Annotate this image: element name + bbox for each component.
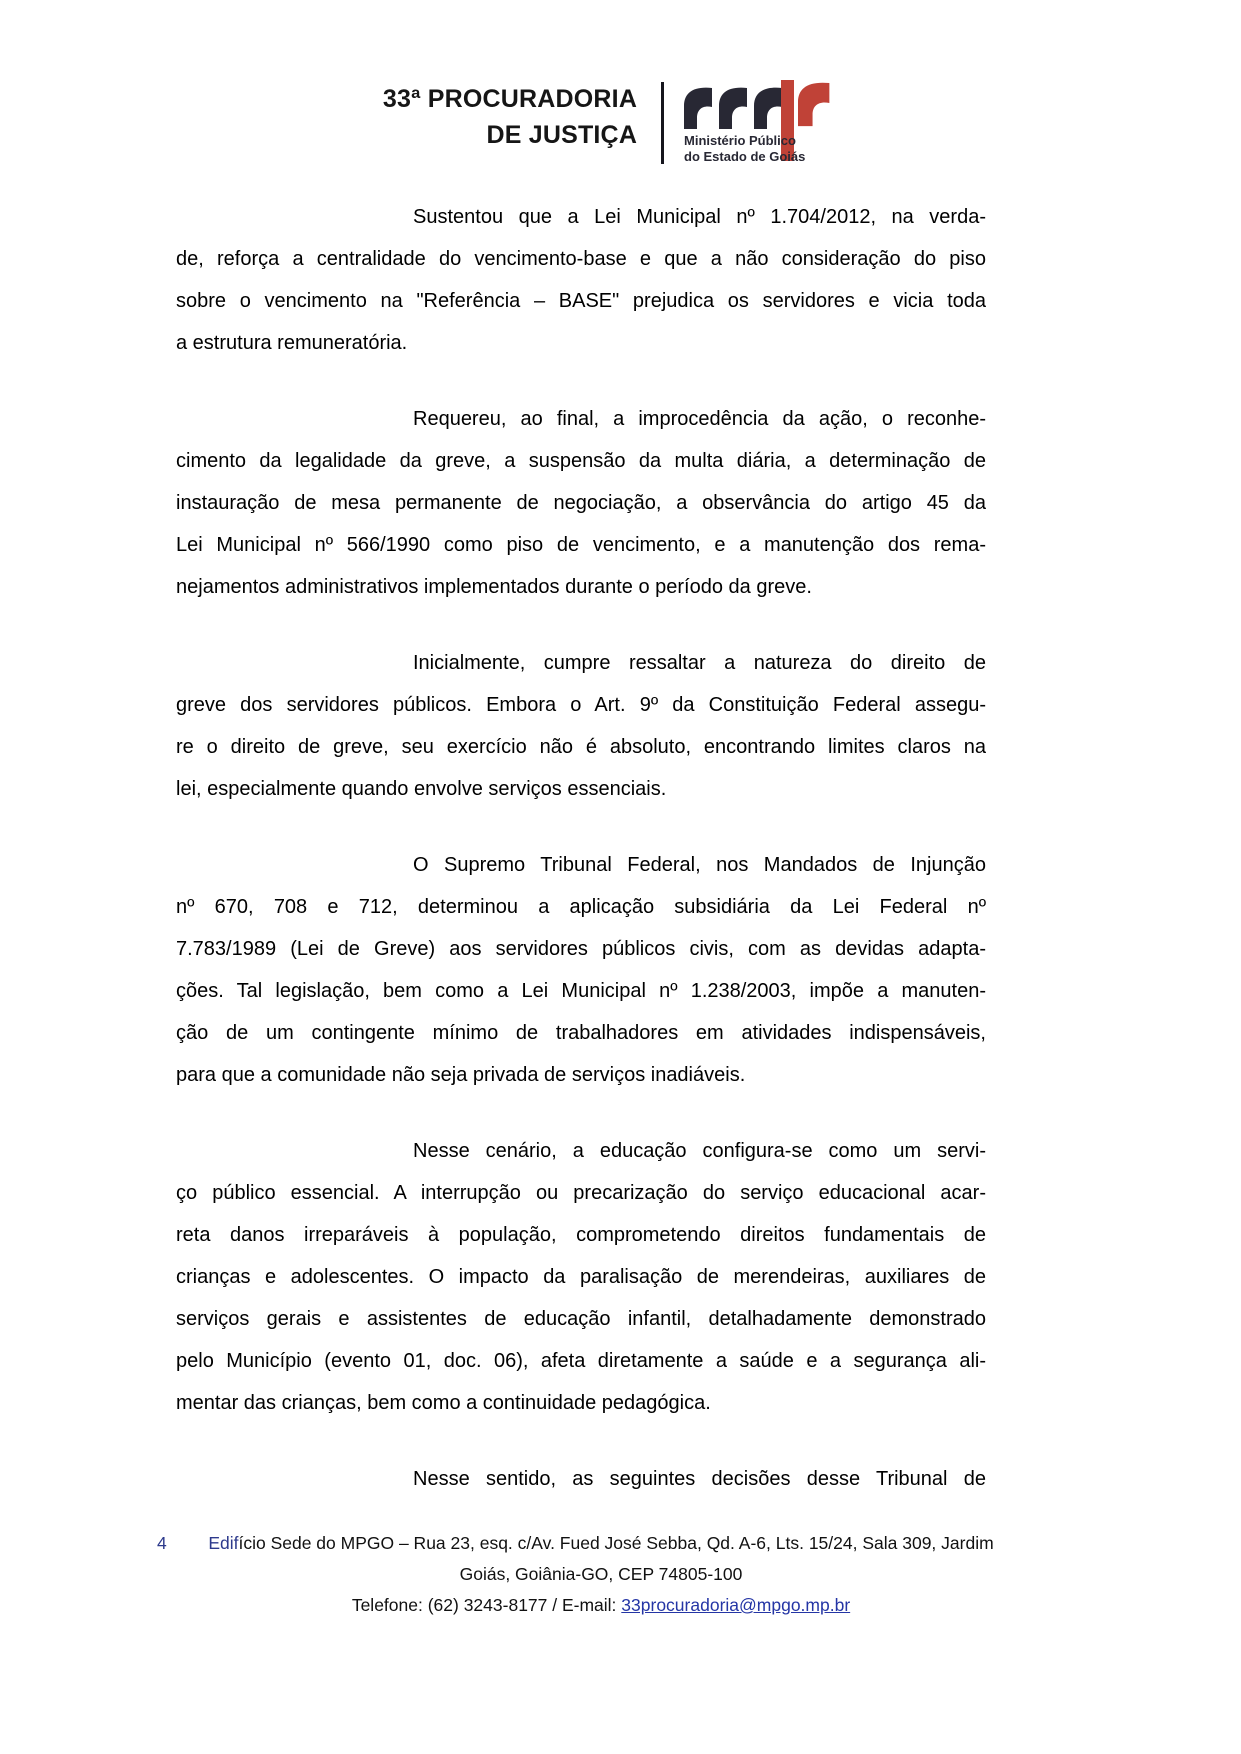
paragraph-line: para que a comunidade não seja privada de serviços inadiáveis. bbox=[176, 1064, 746, 1086]
header-divider bbox=[661, 82, 664, 164]
paragraph-line: mentar das crianças, bem como a continuidade pedagógica. bbox=[176, 1392, 711, 1414]
paragraph-line: reta danos irreparáveis à população, comprometendo direitos fundamentais de bbox=[176, 1224, 986, 1246]
mpgo-logo bbox=[684, 80, 830, 166]
paragraph-line: ção de um contingente mínimo de trabalhadores em atividades indispensáveis, bbox=[176, 1022, 986, 1044]
paragraph-line: Inicialmente, cumpre ressaltar a natureza do direito de bbox=[413, 652, 986, 674]
paragraph-line: nejamentos administrativos implementados durante o período da greve. bbox=[176, 576, 812, 598]
paragraph-line: sobre o vencimento na "Referência – BASE" prejudica os servidores e vicia toda bbox=[176, 290, 986, 312]
paragraph-line: instauração de mesa permanente de negociação, a observância do artigo 45 da bbox=[176, 492, 986, 514]
footer-contact-line bbox=[176, 1590, 1026, 1621]
paragraph-line: lei, especialmente quando envolve serviços essenciais. bbox=[176, 778, 667, 800]
footer-address-line1 bbox=[176, 1528, 1026, 1559]
logo-caption-line2: do Estado de Goiás bbox=[684, 149, 806, 164]
logo-caption-line1: Ministério Público bbox=[684, 133, 797, 148]
paragraph-line: Requereu, ao final, a improcedência da ação, o reconhe- bbox=[413, 408, 986, 430]
paragraph bbox=[176, 1130, 986, 1424]
document-footer bbox=[157, 1528, 1026, 1621]
paragraph-line: Nesse cenário, a educação configura-se como um servi- bbox=[413, 1140, 986, 1162]
header-office-title bbox=[383, 80, 637, 153]
footer-address-line2: Goiás, Goiânia-GO, CEP 74805-100 bbox=[459, 1564, 743, 1584]
email-link[interactable]: 33procuradoria@mpgo.mp.br bbox=[621, 1595, 851, 1615]
document-body bbox=[176, 196, 986, 1534]
paragraph-line: O Supremo Tribunal Federal, nos Mandados de Injunção bbox=[413, 854, 986, 876]
paragraph-line: Sustentou que a Lei Municipal nº 1.704/2012, na verda- bbox=[413, 206, 986, 228]
paragraph bbox=[176, 196, 986, 364]
page-number: 4 bbox=[157, 1533, 167, 1553]
paragraph bbox=[176, 642, 986, 810]
paragraph-line: Lei Municipal nº 566/1990 como piso de vencimento, e a manutenção dos rema- bbox=[176, 534, 986, 556]
paragraph-line: a estrutura remuneratória. bbox=[176, 332, 408, 354]
paragraph-line: nº 670, 708 e 712, determinou a aplicação subsidiária da Lei Federal nº bbox=[176, 896, 986, 918]
header-title-line2: DE JUSTIÇA bbox=[486, 121, 638, 149]
paragraph-line: ções. Tal legislação, bem como a Lei Municipal nº 1.238/2003, impõe a manuten- bbox=[176, 980, 986, 1002]
logo-red-comma bbox=[798, 83, 829, 126]
paragraph bbox=[176, 844, 986, 1096]
paragraph-line: Nesse sentido, as seguintes decisões desse Tribunal de bbox=[413, 1468, 986, 1490]
paragraph-line: ço público essencial. A interrupção ou precarização do serviço educacional acar- bbox=[176, 1182, 986, 1204]
paragraph-line: de, reforça a centralidade do vencimento-base e que a não consideração do piso bbox=[176, 248, 986, 270]
mpgo-logo-icon bbox=[684, 80, 830, 166]
paragraph-line: crianças e adolescentes. O impacto da paralisação de merendeiras, auxiliares de bbox=[176, 1266, 986, 1288]
paragraph-line: 7.783/1989 (Lei de Greve) aos servidores públicos civis, com as devidas adapta- bbox=[176, 938, 986, 960]
paragraph bbox=[176, 398, 986, 608]
document-header bbox=[0, 80, 1227, 166]
paragraph-line: pelo Município (evento 01, doc. 06), afeta diretamente a saúde e a segurança ali- bbox=[176, 1350, 986, 1372]
header-title-line1: 33ª PROCURADORIA bbox=[382, 85, 638, 113]
paragraph-line: re o direito de greve, seu exercício não é absoluto, encontrando limites claros na bbox=[176, 736, 986, 758]
paragraph bbox=[176, 1458, 986, 1500]
footer-address-rest: ício Sede do MPGO – Rua 23, esq. c/Av. Fued José Sebba, Qd. A-6, Lts. 15/24, Sala 309, Jardim bbox=[238, 1533, 994, 1553]
paragraph-line: greve dos servidores públicos. Embora o Art. 9º da Constituição Federal assegu- bbox=[176, 694, 986, 716]
paragraph-line: cimento da legalidade da greve, a suspensão da multa diária, a determinação de bbox=[176, 450, 986, 472]
footer-phone-label: Telefone: (62) 3243-8177 / E-mail: bbox=[351, 1595, 622, 1615]
paragraph-line: serviços gerais e assistentes de educação infantil, detalhadamente demonstrado bbox=[176, 1308, 986, 1330]
footer-address-highlight: Edif bbox=[208, 1533, 239, 1553]
